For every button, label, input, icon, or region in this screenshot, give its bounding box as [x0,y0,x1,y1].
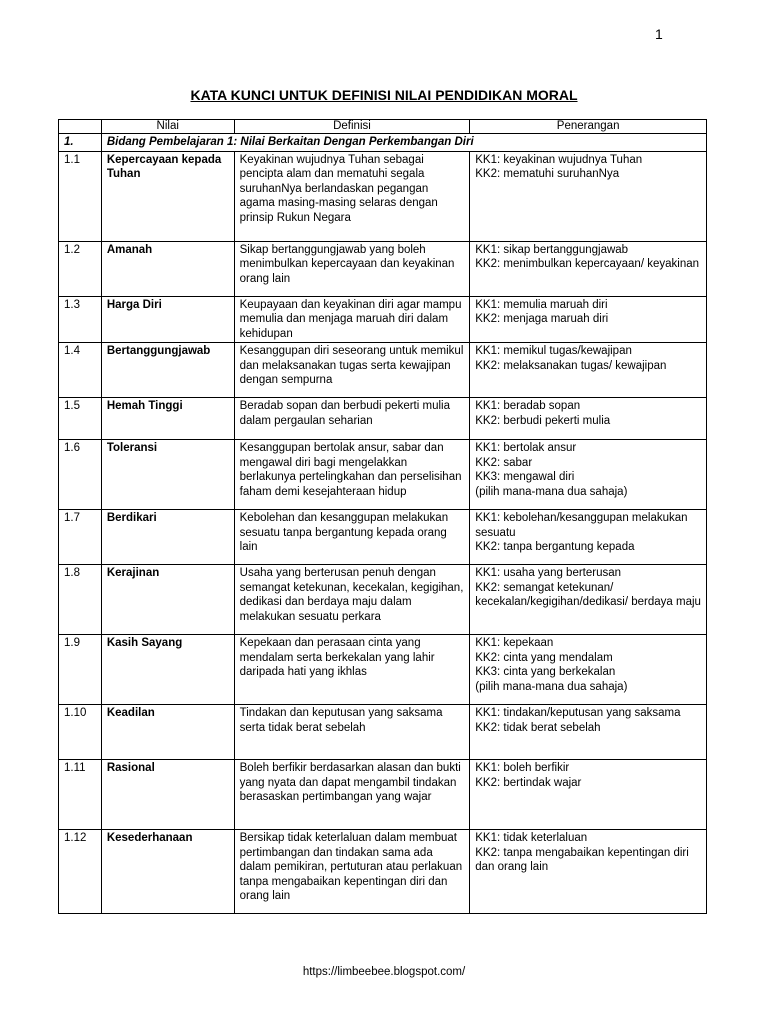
row-nilai: Rasional [101,760,234,830]
row-definisi: Kepekaan dan perasaan cinta yang mendalam serta berkekalan yang lahir daripada hati yang ikhlas [234,635,470,705]
table-header-row [59,120,707,134]
row-definisi: Keupayaan dan keyakinan diri agar mampu memulia dan menjaga maruah diri dalam kehidupan [234,296,470,343]
header-nilai: Nilai [101,120,234,134]
row-nilai: Kerajinan [101,565,234,635]
table-row [59,760,707,830]
footer-url: https://limbeebee.blogspot.com/ [302,966,466,978]
penerangan-line: KK1: kebolehan/kesanggupan melakukan sesuatu [475,512,688,539]
penerangan-line: KK3: mengawal diri [475,471,575,483]
row-nilai: Kesederhanaan [101,830,234,914]
row-definisi: Keyakinan wujudnya Tuhan sebagai pencipta alam dan mematuhi segala suruhanNya berlandaskan pegangan agama masing-masing selaras dengan prinsip Rukun Negara [234,151,470,241]
section-number: 1. [59,134,102,152]
row-penerangan [470,151,707,241]
penerangan-line: (pilih mana-mana dua sahaja) [475,485,628,498]
penerangan-line: KK2: bertindak wajar [475,776,582,789]
penerangan-line: KK2: menimbulkan kepercayaan/ keyakinan [475,258,700,270]
row-definisi: Beradab sopan dan berbudi pekerti mulia dalam pergaulan seharian [234,398,470,440]
table-row [59,151,707,241]
penerangan-line: KK2: cinta yang mendalam [475,651,613,664]
table-row [59,635,707,705]
header-penerangan: Penerangan [470,120,707,134]
row-penerangan [470,241,707,296]
row-definisi: Tindakan dan keputusan yang saksama serta tidak berat sebelah [234,705,470,760]
row-nilai: Harga Diri [101,296,234,343]
row-number: 1.1 [59,151,102,241]
table-row [59,705,707,760]
row-penerangan [470,440,707,510]
row-nilai: Kasih Sayang [101,635,234,705]
table-row [59,343,707,398]
table-row [59,296,707,343]
penerangan-line: KK1: memulia maruah diri [475,298,608,311]
penerangan-line: KK1: sikap bertanggungjawab [475,243,629,256]
row-number: 1.8 [59,565,102,635]
table-row [59,830,707,914]
row-definisi: Kesanggupan bertolak ansur, sabar dan mengawal diri bagi mengelakkan berlakunya pertelingkahan dan perselisihan faham demi kesejahteraan hidup [234,440,470,510]
section-label: Bidang Pembelajaran 1: Nilai Berkaitan Dengan Perkembangan Diri [101,134,706,152]
row-penerangan [470,296,707,343]
page-title: KATA KUNCI UNTUK DEFINISI NILAI PENDIDIKAN MORAL [190,87,578,103]
row-penerangan [470,510,707,565]
row-number: 1.3 [59,296,102,343]
table-row [59,440,707,510]
header-definisi: Definisi [234,120,470,134]
row-penerangan [470,760,707,830]
row-penerangan [470,635,707,705]
penerangan-line: KK1: boleh berfikir [475,762,570,774]
table-row [59,510,707,565]
row-number: 1.12 [59,830,102,914]
row-number: 1.10 [59,705,102,760]
penerangan-line: KK2: melaksanakan tugas/ kewajipan [475,359,667,372]
penerangan-line: KK2: tanpa bergantung kepada [475,541,635,553]
row-number: 1.6 [59,440,102,510]
penerangan-line: KK2: tidak berat sebelah [475,721,601,734]
row-penerangan [470,565,707,635]
row-nilai: Toleransi [101,440,234,510]
row-definisi: Bersikap tidak keterlaluan dalam membuat pertimbangan dan tindakan sama ada dalam pemikiran, pertuturan atau perlakuan tanpa mengabaikan kepentingan diri dan orang lain [234,830,470,914]
penerangan-line: KK1: tindakan/keputusan yang saksama [475,707,681,719]
penerangan-line: KK1: usaha yang berterusan [475,567,622,579]
page-number: 1 [655,26,663,42]
penerangan-line: (pilih mana-mana dua sahaja) [475,680,628,693]
table-row [59,565,707,635]
row-nilai: Berdikari [101,510,234,565]
penerangan-line: KK2: berbudi pekerti mulia [475,414,611,427]
row-penerangan [470,343,707,398]
row-number: 1.5 [59,398,102,440]
penerangan-line: KK1: keyakinan wujudnya Tuhan [475,153,643,166]
row-nilai: Bertanggungjawab [101,343,234,398]
row-number: 1.11 [59,760,102,830]
penerangan-line: KK1: beradab sopan [475,400,581,412]
row-number: 1.2 [59,241,102,296]
penerangan-line: KK2: tanpa mengabaikan kepentingan diri dan orang lain [475,846,689,873]
penerangan-line: KK1: kepekaan [475,637,554,649]
penerangan-line: KK2: semangat ketekunan/ kecekalan/kegigihan/dedikasi/ berdaya maju [475,581,701,608]
row-penerangan [470,705,707,760]
table-row [59,241,707,296]
penerangan-line: KK2: mematuhi suruhanNya [475,168,620,180]
row-definisi: Kebolehan dan kesanggupan melakukan sesuatu tanpa bergantung kepada orang lain [234,510,470,565]
row-number: 1.7 [59,510,102,565]
penerangan-line: KK2: sabar [475,456,533,469]
row-number: 1.9 [59,635,102,705]
row-nilai: Hemah Tinggi [101,398,234,440]
penerangan-line: KK1: tidak keterlaluan [475,832,588,844]
section-row [59,134,707,152]
row-nilai: Keadilan [101,705,234,760]
penerangan-line: KK1: memikul tugas/kewajipan [475,345,632,357]
row-number: 1.4 [59,343,102,398]
row-definisi: Usaha yang berterusan penuh dengan semangat ketekunan, kecekalan, kegigihan, dedikasi dan berdaya maju dalam melakukan sesuatu perkara [234,565,470,635]
table-row [59,398,707,440]
row-definisi: Kesanggupan diri seseorang untuk memikul dan melaksanakan tugas serta kewajipan dengan sempurna [234,343,470,398]
header-no [59,120,102,134]
penerangan-line: KK2: menjaga maruah diri [475,313,609,325]
row-definisi: Sikap bertanggungjawab yang boleh menimbulkan kepercayaan dan keyakinan orang lain [234,241,470,296]
row-nilai: Amanah [101,241,234,296]
values-table [58,119,707,914]
row-penerangan [470,398,707,440]
row-nilai: Kepercayaan kepada Tuhan [101,151,234,241]
row-definisi: Boleh berfikir berdasarkan alasan dan bukti yang nyata dan dapat mengambil tindakan berasaskan pertimbangan yang wajar [234,760,470,830]
row-penerangan [470,830,707,914]
penerangan-line: KK1: bertolak ansur [475,442,577,454]
penerangan-line: KK3: cinta yang berkekalan [475,666,616,678]
